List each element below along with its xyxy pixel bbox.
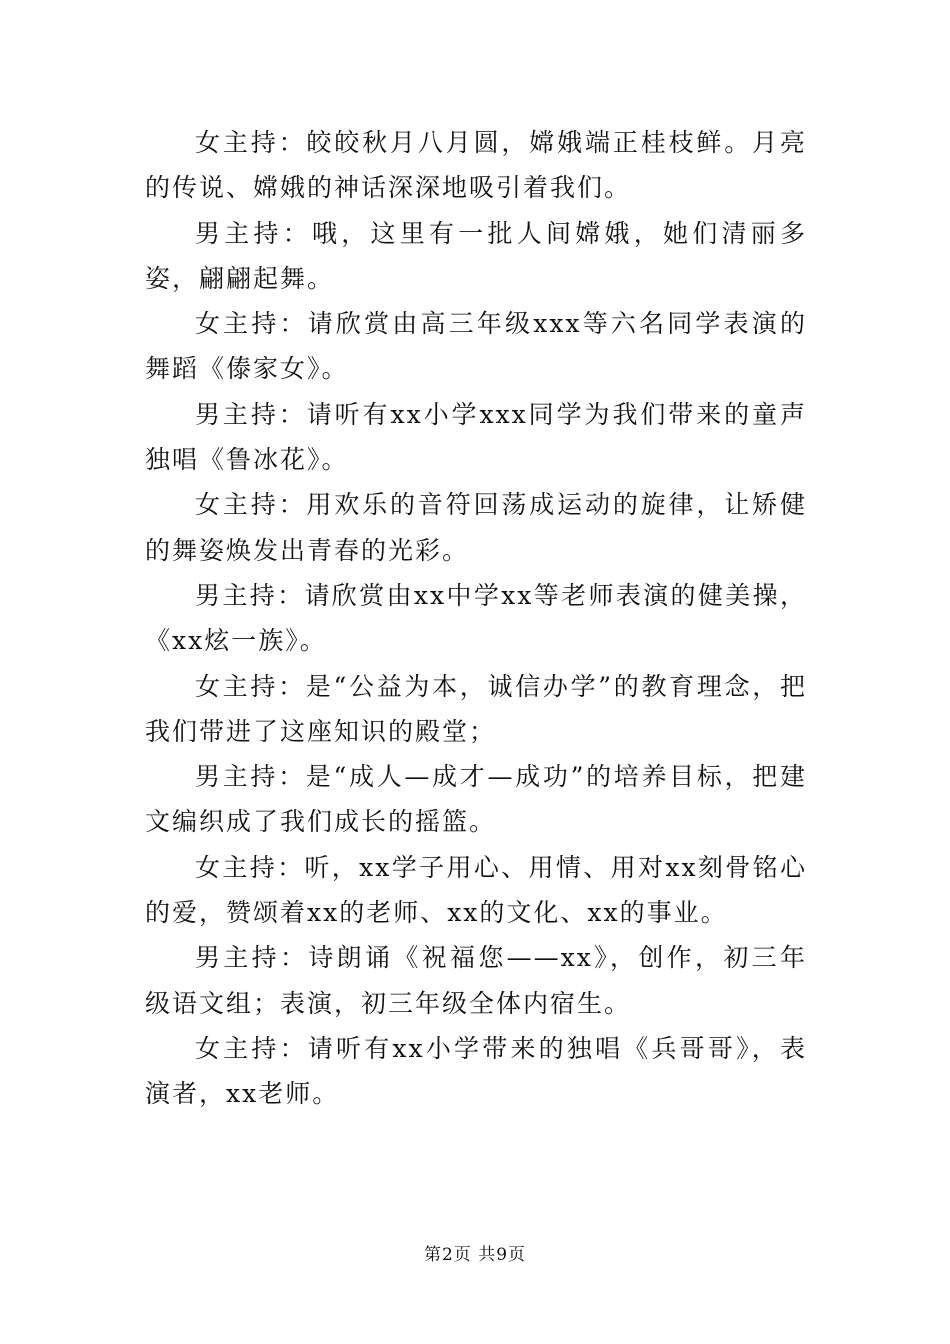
paragraph-11: 女主持：请听有xx小学带来的独唱《兵哥哥》，表演者，xx老师。 <box>145 1033 807 1109</box>
paragraph-7: 女主持：是“公益为本，诚信办学”的教育理念，把我们带进了这座知识的殿堂； <box>145 671 807 746</box>
paragraph-4: 男主持：请听有xx小学xxx同学为我们带来的童声独唱《鲁冰花》。 <box>145 399 807 475</box>
paragraph-10: 男主持：诗朗诵《祝福您——xx》，创作，初三年级语文组；表演，初三年级全体内宿生。 <box>145 943 807 1018</box>
paragraph-5: 女主持：用欢乐的音符回荡成运动的旋律，让矫健的舞姿焕发出青春的光彩。 <box>145 490 807 565</box>
document-body <box>145 120 807 1117</box>
paragraph-1: 女主持：皎皎秋月八月圆，嫦娥端正桂枝鲜。月亮的传说、嫦娥的神话深深地吸引着我们。 <box>145 128 807 203</box>
paragraph-2: 男主持：哦，这里有一批人间嫦娥，她们清丽多姿，翩翩起舞。 <box>145 218 807 293</box>
paragraph-6: 男主持：请欣赏由xx中学xx等老师表演的健美操，《xx炫一族》。 <box>145 580 807 656</box>
page-footer: 第2页 共9页 <box>423 1245 527 1265</box>
paragraph-3: 女主持：请欣赏由高三年级xxx等六名同学表演的舞蹈《傣家女》。 <box>145 309 807 384</box>
paragraph-8: 男主持：是“成人—成才—成功”的培养目标，把建文编织成了我们成长的摇篮。 <box>145 762 807 837</box>
paragraph-9: 女主持：听，xx学子用心、用情、用对xx刻骨铭心的爱，赞颂着xx的老师、xx的文化、xx的事业。 <box>145 852 807 928</box>
